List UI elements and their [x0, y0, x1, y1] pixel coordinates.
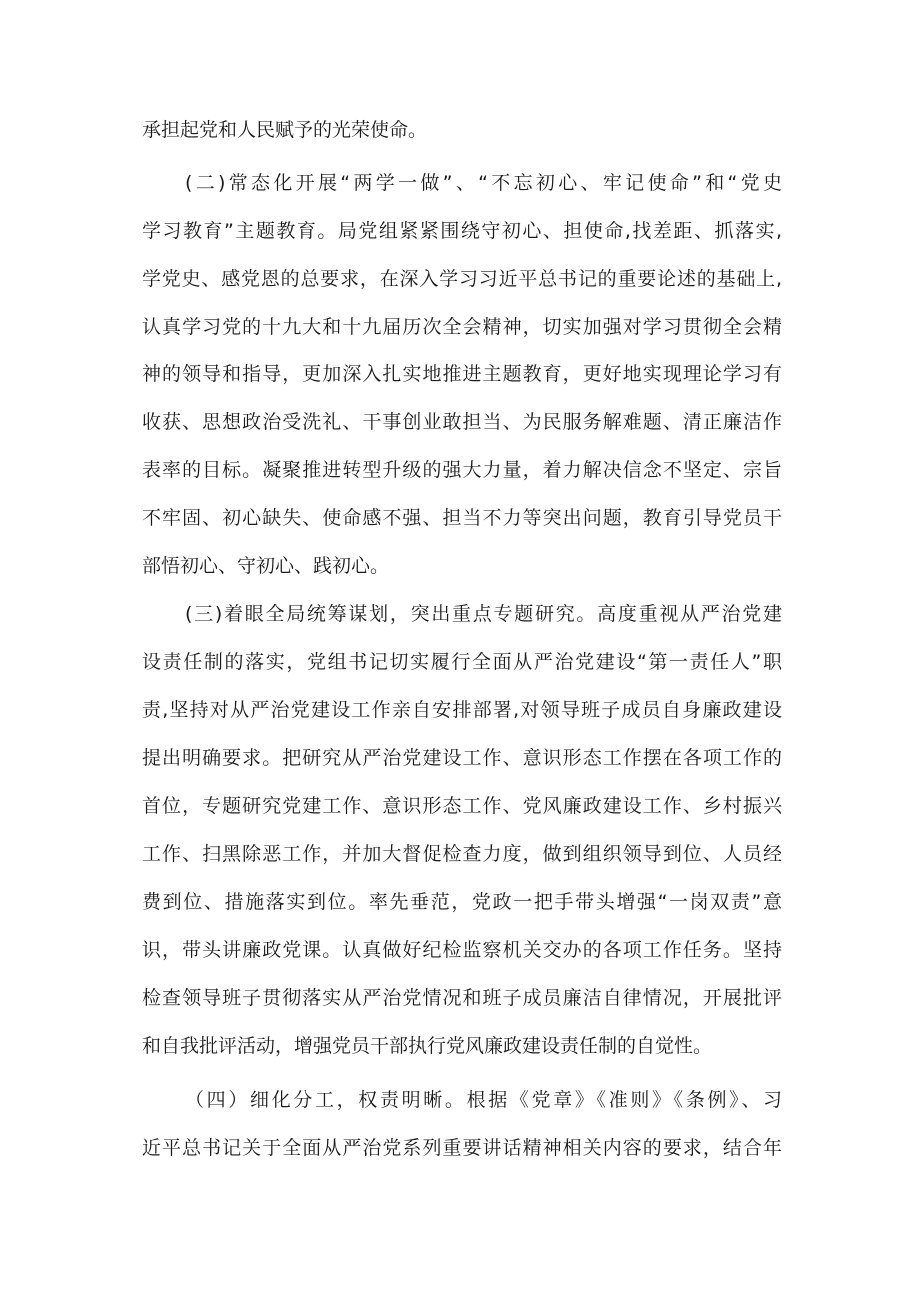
text-line: 神的领导和指导，更加深入扎实地推进主题教育，更好地实现理论学习有 [142, 363, 782, 385]
paragraph-first-line: （四）细化分工，权责明晰。根据《党章》《准则》《条例》、习 [185, 1089, 782, 1111]
text-line: 识，带头讲廉政党课。认真做好纪检监察机关交办的各项工作任务。坚持 [142, 939, 782, 961]
text-line: 工作、扫黑除恶工作，并加大督促检查力度，做到组织领导到位、人员经 [142, 843, 782, 865]
text-line: 收获、思想政治受洗礼、干事创业敢担当、为民服务解难题、清正廉洁作 [142, 411, 782, 433]
text-line: 不牢固、初心缺失、使命感不强、担当不力等突出问题，教育引导党员干 [142, 507, 782, 529]
text-line: 认真学习党的十九大和十九届历次全会精神，切实加强对学习贯彻全会精 [142, 316, 782, 338]
text-line: 部悟初心、守初心、践初心。 [142, 555, 390, 577]
text-line: 责,坚持对从严治党建设工作亲自安排部署,对领导班子成员自身廉政建设 [142, 699, 782, 721]
text-line: 表率的目标。凝聚推进转型升级的强大力量，着力解决信念不坚定、宗旨 [142, 459, 782, 481]
text-line: 近平总书记关于全面从严治党系列重要讲话精神相关内容的要求，结合年 [142, 1137, 782, 1159]
text-line: 学习教育”主题教育。局党组紧紧围绕守初心、担使命,找差距、抓落实, [142, 220, 782, 242]
paragraph-first-line: (二)常态化开展“两学一做”、“不忘初心、牢记使命”和“党史 [185, 172, 782, 194]
text-line: 费到位、措施落实到位。率先垂范，党政一把手带头增强“一岗双责”意 [142, 891, 782, 913]
text-line: 检查领导班子贯彻落实从严治党情况和班子成员廉洁自律情况，开展批评 [142, 987, 782, 1009]
text-line: 设责任制的落实，党组书记切实履行全面从严治党建设“第一责任人”职 [142, 651, 782, 673]
paragraph-first-line: (三)着眼全局统筹谋划，突出重点专题研究。高度重视从严治党建 [185, 603, 782, 625]
text-line: 和自我批评活动，增强党员干部执行党风廉政建设责任制的自觉性。 [142, 1035, 713, 1057]
text-line: 承担起党和人民赋予的光荣使命。 [142, 119, 428, 141]
text-line: 首位，专题研究党建工作、意识形态工作、党风廉政建设工作、乡村振兴 [142, 795, 782, 817]
text-line: 学党史、感党恩的总要求，在深入学习习近平总书记的重要论述的基础上, [142, 268, 782, 290]
text-line: 提出明确要求。把研究从严治党建设工作、意识形态工作摆在各项工作的 [142, 747, 782, 769]
